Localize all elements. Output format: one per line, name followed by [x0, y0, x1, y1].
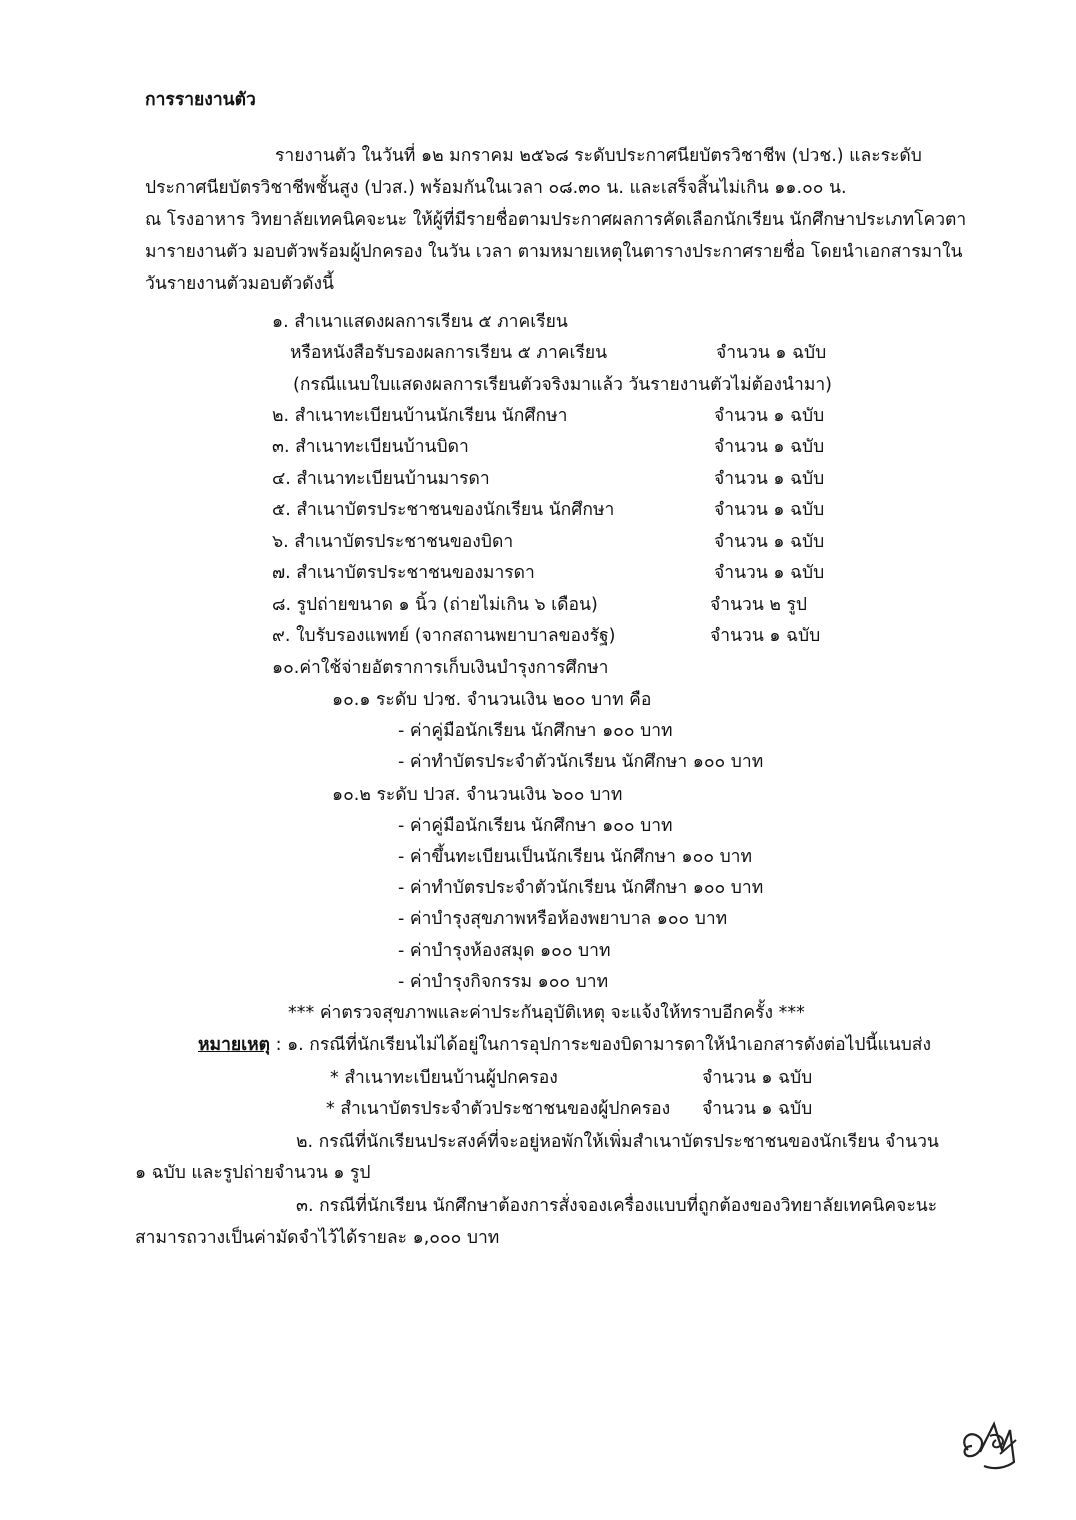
document-item-qty: จำนวน ๑ ฉบับ: [714, 500, 825, 520]
fee-item: - ค่าบำรุงสุขภาพหรือห้องพยาบาล ๑๐๐ บาท: [398, 909, 728, 929]
document-item-qty: จำนวน ๑ ฉบับ: [714, 532, 825, 552]
intro-line: ประกาศนียบัตรวิชาชีพชั้นสูง (ปวส.) พร้อมกันในเวลา ๐๘.๓๐ น. และเสร็จสิ้นไม่เกิน ๑๑.๐๐ น.: [145, 178, 847, 198]
document-item-label: ๗. สำเนาบัตรประชาชนของมารดา: [272, 563, 535, 583]
intro-line: วันรายงานตัวมอบตัวดังนี้: [145, 274, 335, 294]
remark-item-qty: จำนวน ๑ ฉบับ: [702, 1099, 813, 1119]
document-item-label: ๔. สำเนาทะเบียนบ้านมารดา: [272, 469, 490, 489]
intro-line: มารายงานตัว มอบตัวพร้อมผู้ปกครอง ในวัน เวลา ตามหมายเหตุในตารางประกาศรายชื่อ โดยนำเอกสารมาใน: [145, 242, 963, 262]
remark-item-label: * สำเนาทะเบียนบ้านผู้ปกครอง: [330, 1068, 558, 1088]
remark-2-line: ๑ ฉบับ และรูปถ่ายจำนวน ๑ รูป: [135, 1163, 371, 1183]
document-item-qty: จำนวน ๑ ฉบับ: [714, 437, 825, 457]
remark-item-label: * สำเนาบัตรประจำตัวประชาชนของผู้ปกครอง: [326, 1099, 671, 1119]
document-item-qty: จำนวน ๑ ฉบับ: [710, 626, 821, 646]
document-item-qty: จำนวน ๑ ฉบับ: [714, 406, 825, 426]
fee-level-heading: ๑๐.๒ ระดับ ปวส. จำนวนเงิน ๖๐๐ บาท: [332, 785, 623, 805]
fee-level-heading: ๑๐.๑ ระดับ ปวช. จำนวนเงิน ๒๐๐ บาท คือ: [332, 690, 652, 710]
handwritten-signature: [950, 1410, 1030, 1480]
remark-item-qty: จำนวน ๑ ฉบับ: [702, 1068, 813, 1088]
document-item-qty: จำนวน ๑ ฉบับ: [714, 563, 825, 583]
remark-3-line: ๓. กรณีที่นักเรียน นักศึกษาต้องการสั่งจองเครื่องแบบที่ถูกต้องของวิทยาลัยเทคนิคจะนะ: [296, 1196, 938, 1216]
document-item-label: ๑. สำเนาแสดงผลการเรียน ๕ ภาคเรียน: [272, 312, 568, 332]
fee-item: - ค่าขึ้นทะเบียนเป็นนักเรียน นักศึกษา ๑๐๐ บาท: [398, 847, 753, 867]
intro-line: รายงานตัว ในวันที่ ๑๒ มกราคม ๒๕๖๘ ระดับประกาศนียบัตรวิชาชีพ (ปวช.) และระดับ: [275, 146, 922, 166]
document-item-qty: จำนวน ๑ ฉบับ: [716, 343, 827, 363]
document-item-note: (กรณีแนบใบแสดงผลการเรียนตัวจริงมาแล้ว วันรายงานตัวไม่ต้องนำมา): [293, 375, 833, 395]
fee-item: - ค่าคู่มือนักเรียน นักศึกษา ๑๐๐ บาท: [398, 816, 673, 836]
fee-item: - ค่าทำบัตรประจำตัวนักเรียน นักศึกษา ๑๐๐ บาท: [398, 752, 764, 772]
document-item-label: ๘. รูปถ่ายขนาด ๑ นิ้ว (ถ่ายไม่เกิน ๖ เดือน): [272, 595, 598, 615]
remark-1-text: : ๑. กรณีที่นักเรียนไม่ได้อยู่ในการอุปการะของบิดามารดาให้นำเอกสารดังต่อไปนี้แนบส่ง: [270, 1035, 932, 1055]
remarks-label: หมายเหตุ: [198, 1035, 271, 1055]
document-item-qty: จำนวน ๑ ฉบับ: [714, 469, 825, 489]
remarks-line: [198, 1033, 931, 1057]
document-item-label: ๕. สำเนาบัตรประชาชนของนักเรียน นักศึกษา: [272, 500, 615, 520]
document-item-label: ๖. สำเนาบัตรประชาชนของบิดา: [272, 532, 514, 552]
fee-item: - ค่าบำรุงกิจกรรม ๑๐๐ บาท: [398, 972, 609, 992]
fee-item: - ค่าคู่มือนักเรียน นักศึกษา ๑๐๐ บาท: [398, 721, 673, 741]
fee-item: - ค่าทำบัตรประจำตัวนักเรียน นักศึกษา ๑๐๐ บาท: [398, 878, 764, 898]
page-heading: การรายงานตัว: [145, 90, 256, 110]
intro-line: ณ โรงอาหาร วิทยาลัยเทคนิคจะนะ ให้ผู้ที่มีรายชื่อตามประกาศผลการคัดเลือกนักเรียน นักศึกษาประเภทโควตา: [145, 210, 967, 230]
fee-notice: *** ค่าตรวจสุขภาพและค่าประกันอุบัติเหตุ จะแจ้งให้ทราบอีกครั้ง ***: [288, 1003, 805, 1023]
fee-item: - ค่าบำรุงห้องสมุด ๑๐๐ บาท: [398, 941, 611, 961]
document-item-label: หรือหนังสือรับรองผลการเรียน ๕ ภาคเรียน: [290, 343, 608, 363]
document-item-label: ๙. ใบรับรองแพทย์ (จากสถานพยาบาลของรัฐ): [272, 626, 616, 646]
document-item-label: ๑๐.ค่าใช้จ่ายอัตราการเก็บเงินบำรุงการศึกษา: [272, 658, 609, 678]
remark-3-line: สามารถวางเป็นค่ามัดจำไว้ได้รายละ ๑,๐๐๐ บาท: [135, 1228, 500, 1248]
document-item-label: ๒. สำเนาทะเบียนบ้านนักเรียน นักศึกษา: [272, 406, 568, 426]
document-item-qty: จำนวน ๒ รูป: [710, 595, 808, 615]
remark-2-line: ๒. กรณีที่นักเรียนประสงค์ที่จะอยู่หอพักให้เพิ่มสำเนาบัตรประชาชนของนักเรียน จำนวน: [296, 1132, 939, 1152]
document-item-label: ๓. สำเนาทะเบียนบ้านบิดา: [272, 437, 469, 457]
